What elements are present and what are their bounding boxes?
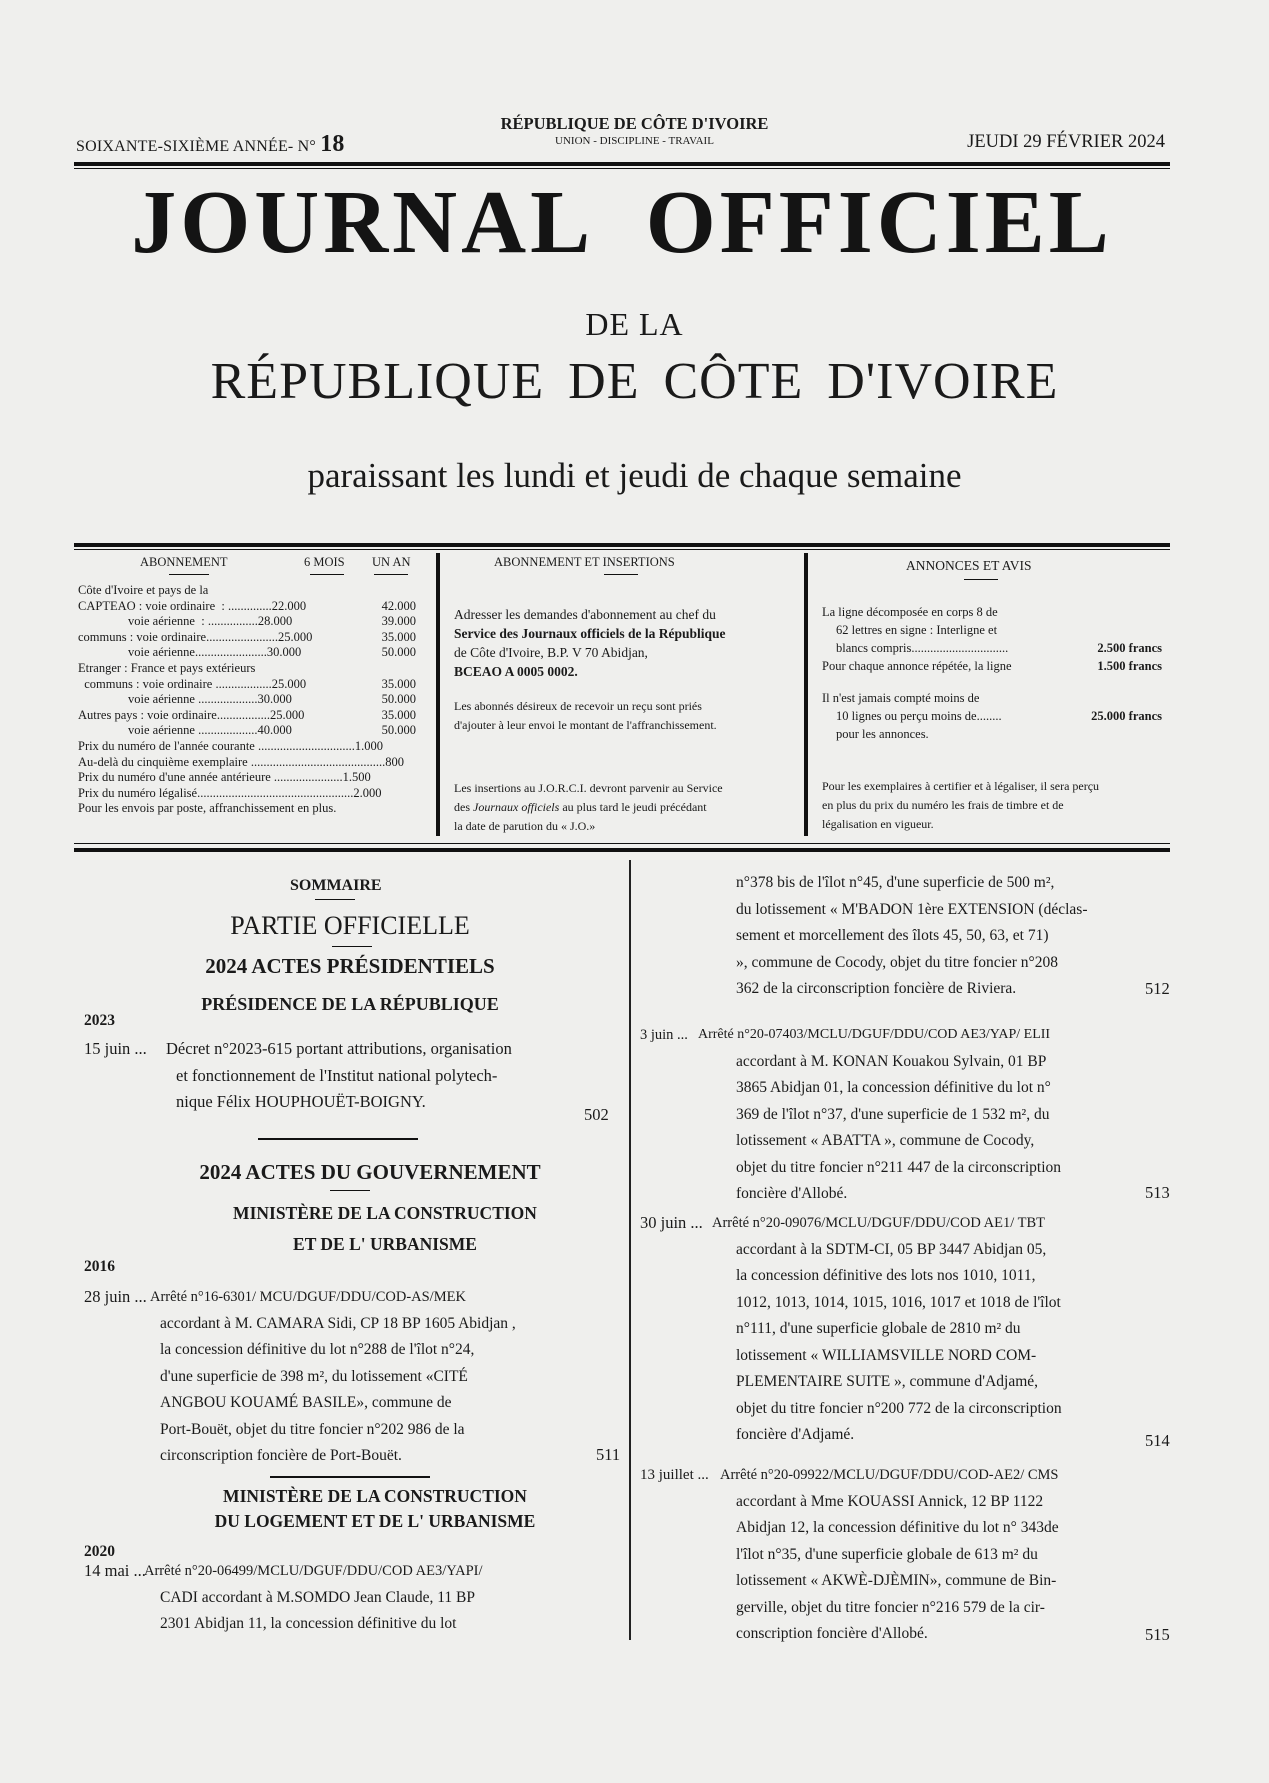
- text-line: Les abonnés désireux de recevoir un reçu sont priés: [454, 699, 702, 713]
- text-line: DU LOGEMENT ET DE L' URBANISME: [214, 1511, 536, 1531]
- row-annual-price: 35.000: [381, 629, 416, 644]
- row-label: voie aérienne ...................40.000: [78, 723, 292, 738]
- row-label: communs : voie ordinaire.......................25.000: [78, 629, 313, 644]
- masthead-title: JOURNAL OFFICIEL: [131, 173, 1113, 272]
- text-line: accordant à Mme KOUASSI Annick, 12 BP 1122: [736, 1492, 1044, 1510]
- annonces-pricing: [822, 603, 1162, 675]
- entry-date: 13 juillet ...: [640, 1467, 709, 1483]
- text-line: et fonctionnement de l'Institut national polytech-: [176, 1065, 498, 1085]
- entry-text: [720, 1462, 1158, 1648]
- text-line: circonscription foncière de Port-Bouët.: [160, 1447, 402, 1464]
- text-line: sement et morcellement des îlots 45, 50, 63, et 71): [736, 927, 1049, 944]
- row-label: Au-delà du cinquième exemplaire ...........................................800: [78, 754, 404, 769]
- issue-date: JEUDI 29 FÉVRIER 2024: [967, 132, 1165, 152]
- row-label: CAPTEAO : voie ordinaire : ..............22.000: [78, 598, 307, 613]
- text-line: accordant à M. CAMARA Sidi, CP 18 BP 1605 Abidjan ,: [160, 1314, 516, 1332]
- text-line: 369 de l'îlot n°37, d'une superficie de 1 532 m², du: [736, 1105, 1050, 1123]
- entry-date: 28 juin ...: [84, 1287, 147, 1306]
- text-line: 1012, 1013, 1014, 1015, 1016, 1017 et 1018 de l'îlot: [736, 1293, 1061, 1311]
- row-label: Autres pays : voie ordinaire.................25.000: [78, 707, 305, 722]
- underline: [374, 574, 408, 575]
- insertions-receipt-note: [454, 697, 784, 735]
- text-line: Pour les exemplaires à certifier et à légaliser, il sera perçu: [822, 779, 1100, 793]
- text-line: gerville, objet du titre foncier n°216 579 de la cir-: [736, 1598, 1045, 1616]
- text-part: blancs compris...............................: [836, 641, 1009, 655]
- text-line: foncière d'Adjamé.: [736, 1426, 855, 1443]
- row-label: voie aérienne : ................28.000: [78, 614, 293, 629]
- text-line: conscription foncière d'Allobé.: [736, 1625, 928, 1642]
- text-line: pour les annonces.: [836, 727, 929, 741]
- page-number: 515: [1145, 1625, 1170, 1644]
- row-label: Etranger : France et pays extérieurs: [78, 661, 256, 675]
- price: 2.500 francs: [1097, 641, 1162, 655]
- insertions-head: ABONNEMENT ET INSERTIONS: [494, 555, 675, 569]
- text-line: 3865 Abidjan 01, la concession définitive du lot n°: [736, 1079, 1051, 1096]
- text-line: objet du titre foncier n°200 772 de la circonscription: [736, 1399, 1062, 1417]
- motto: UNION - DISCIPLINE - TRAVAIL: [555, 135, 714, 147]
- text-line: accordant à M. KONAN Kouakou Sylvain, 01 BP: [736, 1052, 1047, 1070]
- underline: [332, 946, 372, 947]
- annonces-column: [814, 555, 1166, 836]
- price: 25.000 francs: [1091, 709, 1162, 723]
- ministere-construction-logement: [180, 1486, 570, 1532]
- text-line: Adresser les demandes d'abonnement au chef du: [454, 607, 716, 622]
- text-line: foncière d'Allobé.: [736, 1185, 848, 1202]
- underline: [169, 574, 209, 575]
- row-annual-price: 50.000: [381, 692, 416, 707]
- col-6-mois: 6 MOIS: [304, 555, 345, 569]
- row-label: Pour les envois par poste, affranchissement en plus.: [78, 801, 337, 816]
- row-label: voie aérienne ...................30.000: [78, 692, 292, 707]
- text-line: Arrêté n°20-07403/MCLU/DGUF/DDU/COD AE3/YAP/ ELII: [698, 1027, 1051, 1042]
- page-number: 513: [1145, 1183, 1170, 1202]
- text-line: lotissement « ABATTA », commune de Cocody,: [736, 1132, 1035, 1149]
- arrete-entry: [640, 1210, 1170, 1450]
- text-line: du lotissement « M'BADON 1ère EXTENSION (déclas-: [736, 900, 1088, 918]
- actes-gouvernement: 2024 ACTES DU GOUVERNEMENT: [199, 1160, 541, 1184]
- decret-entry: [84, 1036, 614, 1126]
- republic-name: RÉPUBLIQUE DE CÔTE D'IVOIRE: [500, 114, 769, 133]
- page-number: 514: [1145, 1431, 1170, 1450]
- info-divider-2: [804, 553, 808, 836]
- text-line: Il n'est jamais compté moins de: [822, 691, 980, 705]
- insertions-deadline-note: [454, 779, 784, 836]
- text-part: au plus tard le jeudi précédant: [559, 800, 707, 814]
- text-line: 362 de la circonscription foncière de Riviera.: [736, 980, 1017, 997]
- text-line: Abidjan 12, la concession définitive du lot n° 343de: [736, 1519, 1059, 1536]
- entry-text: [144, 1558, 614, 1638]
- entry-date: 30 juin ...: [640, 1213, 703, 1232]
- annonces-head: ANNONCES ET AVIS: [906, 558, 1032, 573]
- masthead-de-la: DE LA: [585, 306, 684, 342]
- row-annual-price: 50.000: [381, 723, 416, 738]
- text-line: [822, 657, 1162, 675]
- row-annual-price: 35.000: [381, 676, 416, 691]
- price: 1.500 francs: [1097, 659, 1162, 673]
- text-part: Pour chaque annonce répétée, la ligne: [822, 659, 1012, 673]
- underline: [330, 1190, 370, 1191]
- arrete-entry: [84, 1284, 621, 1469]
- text-line: ANGBOU KOUAMÉ BASILE», commune de: [160, 1394, 452, 1411]
- text-line: n°378 bis de l'îlot n°45, d'une superficie de 500 m²,: [736, 874, 1055, 891]
- entry-text: [150, 1284, 610, 1470]
- info-divider-1: [436, 553, 440, 836]
- row-label: Prix du numéro légalisé..................................................2.000: [78, 785, 382, 800]
- text-line: n°111, d'une superficie globale de 2810 m² du: [736, 1320, 1021, 1337]
- arrete-entry-continued: [640, 870, 1170, 1005]
- text-line: nique Félix HOUPHOUËT-BOIGNY.: [176, 1092, 426, 1111]
- entry-date: 14 mai ...: [84, 1561, 146, 1580]
- underline: [310, 574, 344, 575]
- row-annual-price: 50.000: [381, 645, 416, 660]
- partie-officielle: PARTIE OFFICIELLE: [230, 911, 470, 940]
- header-rule: [74, 162, 1170, 166]
- row-label: Côte d'Ivoire et pays de la: [78, 583, 209, 597]
- text-line: accordant à la SDTM-CI, 05 BP 3447 Abidjan 05,: [736, 1240, 1047, 1258]
- row-label: Prix du numéro d'une année antérieure ......................1.500: [78, 770, 371, 785]
- text-line: [454, 798, 784, 817]
- text-line: PLEMENTAIRE SUITE », commune d'Adjamé,: [736, 1373, 1039, 1390]
- row-annual-price: 35.000: [381, 707, 416, 722]
- issue-number: 18: [320, 131, 345, 157]
- text-line: de Côte d'Ivoire, B.P. V 70 Abidjan,: [454, 645, 648, 660]
- row-label: Prix du numéro de l'année courante ...............................1.000: [78, 739, 383, 753]
- text-line: MINISTÈRE DE LA CONSTRUCTION: [223, 1486, 527, 1506]
- text-line: Arrêté n°20-06499/MCLU/DGUF/DDU/COD AE3/YAPI/: [144, 1563, 483, 1579]
- entry-text: [712, 1210, 1158, 1449]
- text-line: [822, 707, 1162, 725]
- section-separator: [270, 1476, 430, 1478]
- text-line: d'ajouter à leur envoi le montant de l'affranchissement.: [454, 718, 717, 732]
- ministere-construction-urbanisme: [190, 1203, 580, 1255]
- subscription-info-box: [74, 545, 1170, 836]
- text-line: la date de parution du « J.O.»: [454, 819, 596, 833]
- underline: [315, 899, 355, 900]
- sommaire-title: SOMMAIRE: [290, 877, 382, 894]
- text-part: 10 lignes ou perçu moins de........: [836, 709, 1002, 723]
- year-heading: 2023: [84, 1012, 115, 1029]
- section-separator: [258, 1138, 418, 1140]
- text-line: Arrêté n°16-6301/ MCU/DGUF/DDU/COD-AS/MEK: [150, 1289, 466, 1305]
- page-number: 511: [596, 1445, 621, 1464]
- page-number: 502: [584, 1105, 609, 1124]
- subscription-head: ABONNEMENT: [140, 555, 228, 569]
- entry-text: [698, 1022, 1158, 1208]
- row-label: voie aérienne.......................30.000: [78, 645, 302, 660]
- text-line: 2301 Abidjan 11, la concession définitive du lot: [160, 1615, 457, 1632]
- subscription-column: [74, 555, 434, 836]
- masthead-country: RÉPUBLIQUE DE CÔTE D'IVOIRE: [210, 353, 1059, 410]
- text-line: en plus du prix du numéro les frais de timbre et de: [822, 798, 1064, 812]
- actes-presidentiels: 2024 ACTES PRÉSIDENTIELS: [205, 954, 495, 978]
- text-line: [822, 639, 1162, 657]
- underline: [964, 579, 998, 580]
- entry-date: 3 juin ...: [640, 1027, 688, 1043]
- text-line: CADI accordant à M.SOMDO Jean Claude, 11 BP: [160, 1588, 475, 1606]
- text-line: 62 lettres en signe : Interligne et: [836, 623, 998, 637]
- text-line: la concession définitive du lot n°288 de l'îlot n°24,: [160, 1341, 475, 1358]
- year-heading: 2016: [84, 1258, 115, 1275]
- year-heading: 2020: [84, 1543, 115, 1560]
- year-label: SOIXANTE-SIXIÈME ANNÉE- N°: [76, 138, 317, 155]
- arrete-entry: [84, 1558, 614, 1648]
- entry-text: [166, 1036, 606, 1116]
- entry-date: 15 juin ...: [84, 1039, 147, 1058]
- row-label: communs : voie ordinaire ..................25.000: [78, 676, 307, 691]
- publication-frequency: paraissant les lundi et jeudi de chaque semaine: [307, 456, 962, 495]
- text-line: l'îlot n°35, d'une superficie globale de 613 m² du: [736, 1545, 1038, 1563]
- text-line: objet du titre foncier n°211 447 de la circonscription: [736, 1158, 1062, 1176]
- text-line: lotissement « WILLIAMSVILLE NORD COM-: [736, 1346, 1037, 1364]
- text-line: ET DE L' URBANISME: [293, 1234, 477, 1254]
- insertions-address: [454, 605, 784, 681]
- text-line: Décret n°2023-615 portant attributions, organisation: [166, 1039, 512, 1058]
- info-bottom-rule: [74, 848, 1170, 852]
- arrete-entry: [640, 1022, 1170, 1202]
- page-number: 512: [1145, 979, 1170, 998]
- text-line: Arrêté n°20-09076/MCLU/DGUF/DDU/COD AE1/ TBT: [712, 1215, 1045, 1231]
- annonces-minimum: [822, 689, 1162, 743]
- text-part: Journaux officiels: [473, 800, 560, 814]
- info-bottom-rule-thin: [74, 843, 1170, 844]
- presidence-republique: PRÉSIDENCE DE LA RÉPUBLIQUE: [201, 994, 499, 1014]
- text-line: légalisation en vigueur.: [822, 817, 934, 831]
- text-line: lotissement « AKWÈ-DJÈMIN», commune de Bin-: [736, 1572, 1057, 1589]
- row-annual-price: 39.000: [381, 614, 416, 629]
- row-annual-price: 42.000: [381, 598, 416, 613]
- annonces-legalisation: [822, 777, 1162, 834]
- insertions-column: [444, 555, 800, 836]
- text-line: Les insertions au J.O.R.C.I. devront parvenir au Service: [454, 781, 723, 795]
- text-line: Service des Journaux officiels de la République: [454, 626, 726, 641]
- text-line: », commune de Cocody, objet du titre foncier n°208: [736, 953, 1059, 971]
- underline: [604, 574, 638, 575]
- arrete-entry: [640, 1462, 1170, 1652]
- entry-text: [736, 870, 1156, 1003]
- text-line: MINISTÈRE DE LA CONSTRUCTION: [233, 1203, 537, 1223]
- text-part: des: [454, 800, 473, 814]
- col-un-an: UN AN: [372, 555, 411, 569]
- text-line: Port-Bouët, objet du titre foncier n°202 986 de la: [160, 1420, 465, 1438]
- text-line: d'une superficie de 398 m², du lotissement «CITÉ: [160, 1367, 468, 1385]
- text-line: Arrêté n°20-09922/MCLU/DGUF/DDU/COD-AE2/ CMS: [720, 1467, 1059, 1483]
- text-line: BCEAO A 0005 0002.: [454, 664, 578, 679]
- text-line: la concession définitive des lots nos 1010, 1011,: [736, 1267, 1036, 1284]
- text-line: La ligne décomposée en corps 8 de: [822, 605, 998, 619]
